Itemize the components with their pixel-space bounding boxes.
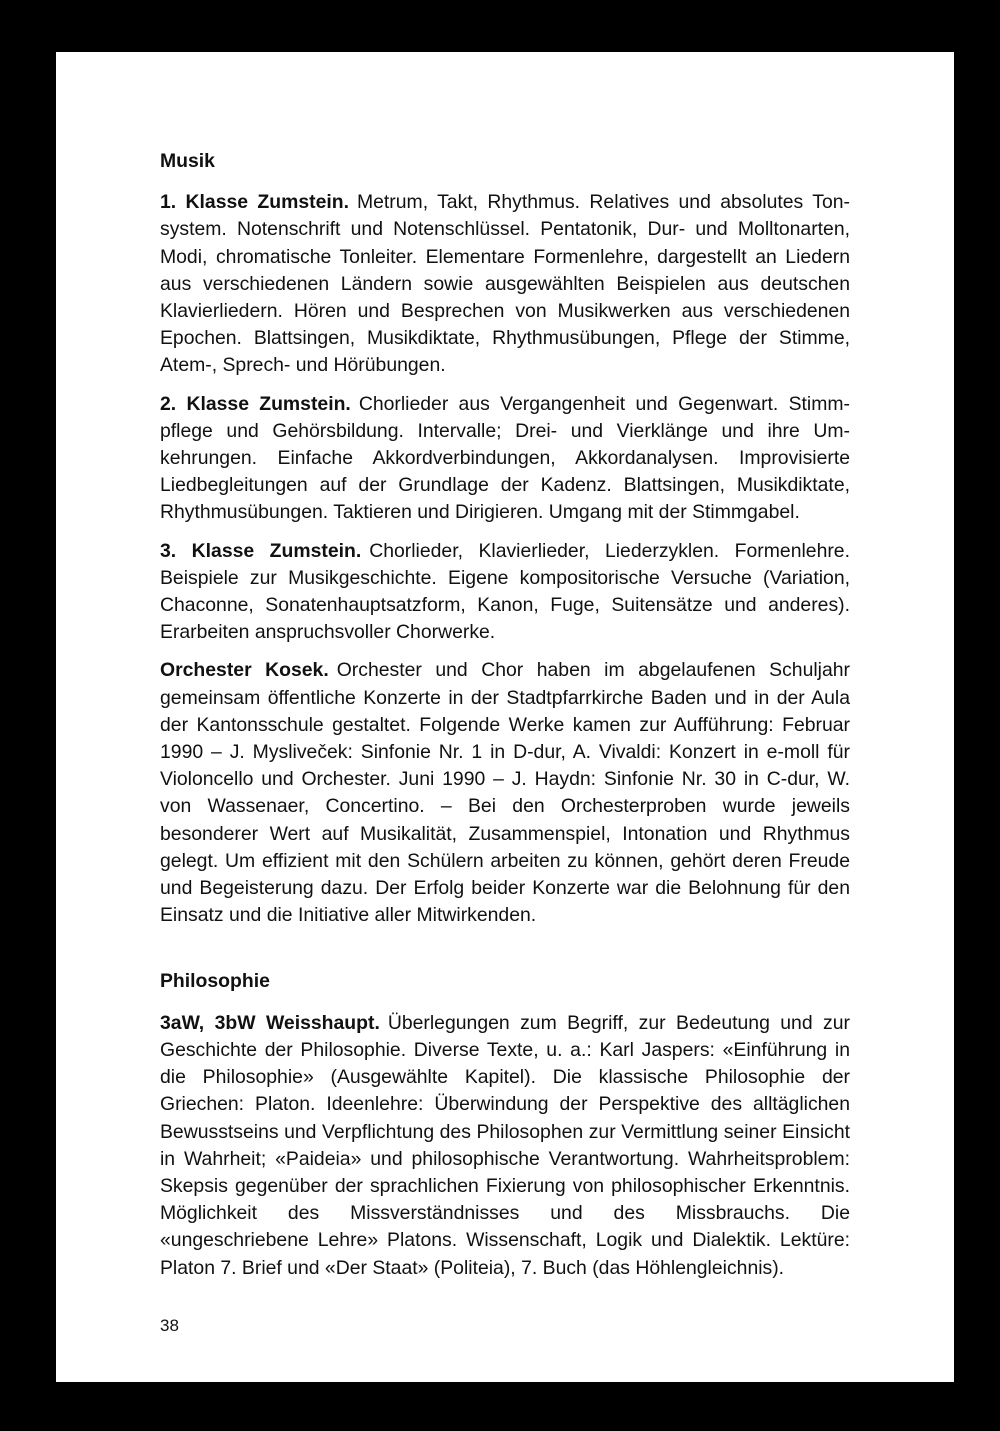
paragraph-text: Überlegungen zum Begriff, zur Bedeutung und zur Geschichte der Philosophie. Diverse Texte, u. a.: Karl Jaspers: «Einführung in die Philosophie» (Ausgewählte Kapitel). Die klassische Philosophie der Griechen: Platon. Ideenlehre: Überwindung der Perspektive des alltäglichen Bewusstseins und Verpflichtung des Philosophen zur Vermittlung seiner Einsicht in Wahrheit; «Paideia» und philosophische Verantwortung. Wahrheitsproblem: Skepsis gegenüber der sprachlichen Fixierung von philosophischer Erkenntnis. Möglichkeit des Missverständnisses und des Missbrauchs. Die «ungeschriebene Lehre» Platons. Wissenschaft, Logik und Dialektik. Lektüre: Platon 7. Brief und «Der Staat» (Politeia), 7. Buch (das Höhlengleichnis). [160, 1011, 850, 1279]
page-number: 38 [160, 1316, 179, 1335]
paragraph-3-klasse [160, 538, 850, 647]
section-title-musik: Musik [160, 150, 215, 172]
document-page [56, 52, 954, 1382]
paragraph-text: Orchester und Chor haben im abgelaufenen Schuljahr gemeinsam öffentliche Konzerte in der Stadtpfarrkirche Baden und in der Aula der Kantonsschule gestaltet. Folgende Werke kamen zur Aufführung: Februar 1990 – J. Mysliveček: Sinfonie Nr. 1 in D-dur, A. Vivaldi: Konzert in e-moll für Violoncello und Orchester. Juni 1990 – J. Haydn: Sinfonie Nr. 30 in C-dur, W. von Wassenaer, Concertino. – Bei den Orchesterproben wurde jeweils besonderer Wert auf Musikalität, Zusammenspiel, Intonation und Rhythmus gelegt. Um effizient mit den Schülern arbeiten zu können, gehört deren Freude und Begeisterung dazu. Der Erfolg beider Konzerte war die Belohnung für den Einsatz und die Initiative aller Mitwirkenden. [160, 659, 851, 927]
paragraph-1-klasse [160, 189, 850, 379]
paragraph-text: Metrum, Takt, Rhythmus. Relatives und absolutes Tonsystem. Notenschrift und Notenschlüssel. Pentatonik, Dur- und Molltonarten, Modi, chromatische Tonleiter. Elementare Formenlehre, dargestellt an Liedern aus verschiedenen Ländern sowie ausgewählten Beispielen aus deutschen Klavierliedern. Hören und Besprechen von Musikwerken aus verschiedenen Epochen. Blattsingen, Musikdiktate, Rhythmusübungen, Pflege der Stimme, Atem-, Sprech- und Hörübungen. [160, 191, 850, 377]
page-content [160, 148, 850, 1293]
paragraph-2-klasse [160, 391, 850, 527]
paragraph-philosophie [160, 1010, 850, 1282]
section-divider-space [160, 940, 850, 968]
paragraph-lead: Orchester Kosek. [160, 659, 329, 682]
paragraph-lead: 1. Klasse Zumstein. [160, 191, 349, 214]
paragraph-lead: 3aW, 3bW Weisshaupt. [160, 1011, 380, 1034]
paragraph-lead: 3. Klasse Zumstein. [160, 539, 362, 562]
paragraph-lead: 2. Klasse Zumstein. [160, 392, 351, 415]
paragraph-orchester [160, 657, 850, 929]
section-title-philosophie: Philosophie [160, 970, 270, 993]
paragraph-text: Chorlieder, Klavierlieder, Liederzyklen. Formenlehre. Beispiele zur Musikgeschichte. Eigene kompositorische Versuche (Variation, Chaconne, Sonatenhauptsatzform, Kanon, Fuge, Suitensätze und anderes). Erarbeiten anspruchsvoller Chorwerke. [160, 539, 850, 644]
paragraph-text: Chorlieder aus Vergangenheit und Gegenwart. Stimmpflege und Gehörsbildung. Intervalle; Drei- und Vierklänge und ihre Umkehrungen. Einfache Akkordverbindungen, Akkordanalysen. Improvisierte Liedbegleitungen auf der Grundlage der Kadenz. Blattsingen, Musikdiktate, Rhythmusübungen. Taktieren und Dirigieren. Umgang mit der Stimmgabel. [160, 392, 850, 524]
